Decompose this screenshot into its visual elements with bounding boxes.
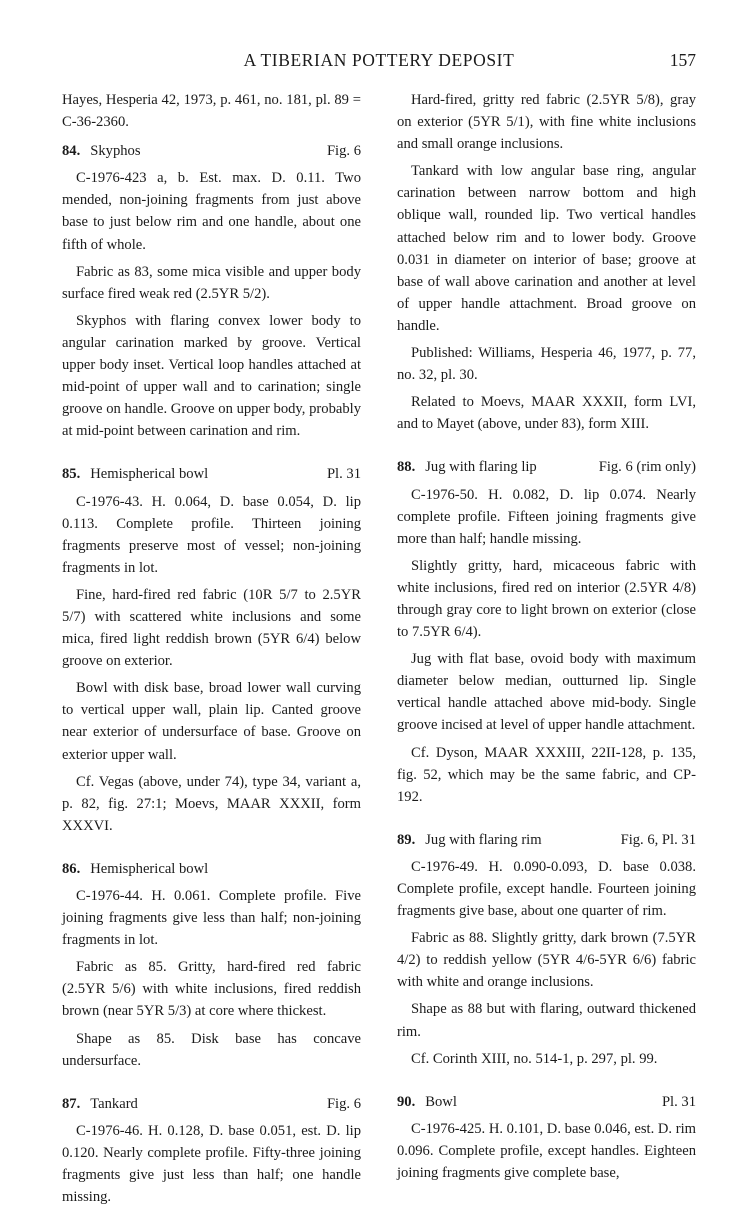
entry-88-heading	[397, 456, 696, 478]
plate-reference: Pl. 31	[326, 466, 361, 483]
entry-title: Bowl	[425, 1093, 457, 1110]
fabric-paragraph: Fabric as 85. Gritty, hard-fired red fabric (2.5YR 5/6) with white inclusions, fired reddish brown (near 5YR 5/3) at core where thickest.	[62, 959, 361, 1020]
catalogue-paragraph: C-1976-43. H. 0.064, D. base 0.054, D. lip 0.113. Complete profile. Thirteen joining fragments preserve most of vessel; non-joining fragments in lot.	[62, 493, 361, 576]
entry-number: 84.	[62, 143, 81, 160]
entry-87-heading	[62, 1093, 361, 1115]
catalogue-paragraph: C-1976-50. H. 0.082, D. lip 0.074. Nearly complete profile. Fifteen joining fragments give more than half; handle missing.	[397, 486, 696, 547]
shape-paragraph: Skyphos with flaring convex lower body to angular carination marked by groove. Vertical upper body inset. Vertical loop handles attached at mid-point of upper wall and to carination; single groove on handle. Groove on upper body, probably at mid-point between carination and rim.	[62, 312, 361, 440]
catalogue-paragraph: C-1976-49. H. 0.090-0.093, D. base 0.038. Complete profile, except handle. Fourteen joining fragments give base, about one quarter of rim.	[397, 858, 696, 920]
entry-title: Hemispherical bowl	[90, 860, 209, 877]
shape-paragraph: Jug with flat base, ovoid body with maximum diameter below median, outturned lip. Single vertical handle attached above mid-body. Single groove incised at level of upper handle attachment.	[397, 651, 696, 734]
figure-reference: Fig. 6 (rim only)	[598, 459, 696, 476]
entry-title: Skyphos	[90, 143, 141, 160]
comparanda-paragraph: Related to Moevs, MAAR XXXII, form LVI, and to Mayet (above, under 83), form XIII.	[397, 394, 696, 433]
right-column	[397, 89, 696, 1189]
entry-number: 85.	[62, 466, 81, 483]
figure-reference: Fig. 6, Pl. 31	[620, 831, 696, 848]
plate-reference: Pl. 31	[661, 1093, 696, 1110]
fabric-paragraph: Slightly gritty, hard, micaceous fabric with white inclusions, fired red on interior (2.5YR 4/8) through gray core to light brown on exterior (close to 7.5YR 6/4).	[397, 557, 696, 641]
entry-84-heading	[62, 140, 361, 162]
entry-90-heading	[397, 1091, 696, 1113]
carryover-paragraph: Hayes, Hesperia 42, 1973, p. 461, no. 181, pl. 89 = C-36-2360.	[62, 92, 361, 131]
entry-title: Jug with flaring lip	[425, 459, 537, 476]
shape-paragraph: Tankard with low angular base ring, angular carination between narrow bottom and high oblique wall, rounded lip. Two vertical handles attached below rim and to lower body. Groove 0.031 in diameter on interior of base; groove at base of wall above carination and another at level of upper handle attachment. Broad groove on handle.	[397, 163, 696, 334]
figure-reference: Fig. 6	[326, 1095, 361, 1112]
entry-number: 89.	[397, 831, 416, 848]
catalogue-paragraph: C-1976-425. H. 0.101, D. base 0.046, est. D. rim 0.096. Complete profile, except handles. Eighteen joining fragments give complete base,	[397, 1120, 696, 1182]
catalogue-paragraph: C-1976-44. H. 0.061. Complete profile. Five joining fragments give less than half; non-joining fragments in lot.	[62, 888, 361, 949]
page-number: 157	[669, 50, 696, 70]
shape-paragraph: Shape as 88 but with flaring, outward thickened rim.	[397, 1001, 696, 1040]
entry-85-heading	[62, 463, 361, 485]
left-column	[62, 89, 361, 1213]
comparanda-paragraph: Cf. Dyson, MAAR XXXIII, 22II-128, p. 135, fig. 52, which may be the same fabric, and CP-192.	[397, 744, 696, 805]
entry-number: 86.	[62, 860, 81, 877]
entry-number: 88.	[397, 459, 416, 476]
shape-paragraph: Shape as 85. Disk base has concave undersurface.	[62, 1030, 361, 1069]
entry-number: 90.	[397, 1093, 416, 1110]
catalogue-paragraph: C-1976-46. H. 0.128, D. base 0.051, est. D. lip 0.120. Nearly complete profile. Fifty-three joining fragments give just less than half; one handle missing.	[62, 1122, 361, 1206]
fabric-paragraph: Fabric as 83, some mica visible and upper body surface fired weak red (2.5YR 5/2).	[62, 263, 361, 302]
catalogue-paragraph: C-1976-423 a, b. Est. max. D. 0.11. Two mended, non-joining fragments from just above base to just below rim and one handle, about one fifth of whole.	[62, 170, 361, 253]
running-title: A TIBERIAN POTTERY DEPOSIT	[243, 50, 515, 70]
page-header	[62, 50, 696, 80]
shape-paragraph: Bowl with disk base, broad lower wall curving to vertical upper wall, plain lip. Canted groove near exterior of undersurface of base. Groove on exterior upper wall.	[62, 680, 361, 763]
comparanda-paragraph: Cf. Vegas (above, under 74), type 34, variant a, p. 82, fig. 27:1; Moevs, MAAR XXXII, form XXXVI.	[62, 773, 361, 834]
entry-title: Jug with flaring rim	[425, 831, 542, 848]
fabric-paragraph: Hard-fired, gritty red fabric (2.5YR 5/8), gray on exterior (5YR 5/1), with fine white inclusions and small orange inclusions.	[397, 92, 696, 153]
entry-86-heading	[62, 858, 361, 880]
publication-paragraph: Published: Williams, Hesperia 46, 1977, p. 77, no. 32, pl. 30.	[397, 345, 696, 384]
fabric-paragraph: Fabric as 88. Slightly gritty, dark brown (7.5YR 4/2) to reddish yellow (5YR 4/6-5YR 6/6) fabric with white and orange inclusions.	[397, 930, 696, 991]
entry-number: 87.	[62, 1095, 81, 1112]
fabric-paragraph: Fine, hard-fired red fabric (10R 5/7 to 2.5YR 5/7) with scattered white inclusions and some mica, fired light reddish brown (5YR 6/4) below groove on exterior.	[62, 586, 361, 670]
figure-reference: Fig. 6	[326, 143, 361, 160]
entry-title: Tankard	[90, 1095, 138, 1112]
comparanda-paragraph: Cf. Corinth XIII, no. 514-1, p. 297, pl. 99.	[411, 1050, 658, 1067]
entry-title: Hemispherical bowl	[90, 466, 209, 483]
entry-89-heading	[397, 829, 696, 851]
